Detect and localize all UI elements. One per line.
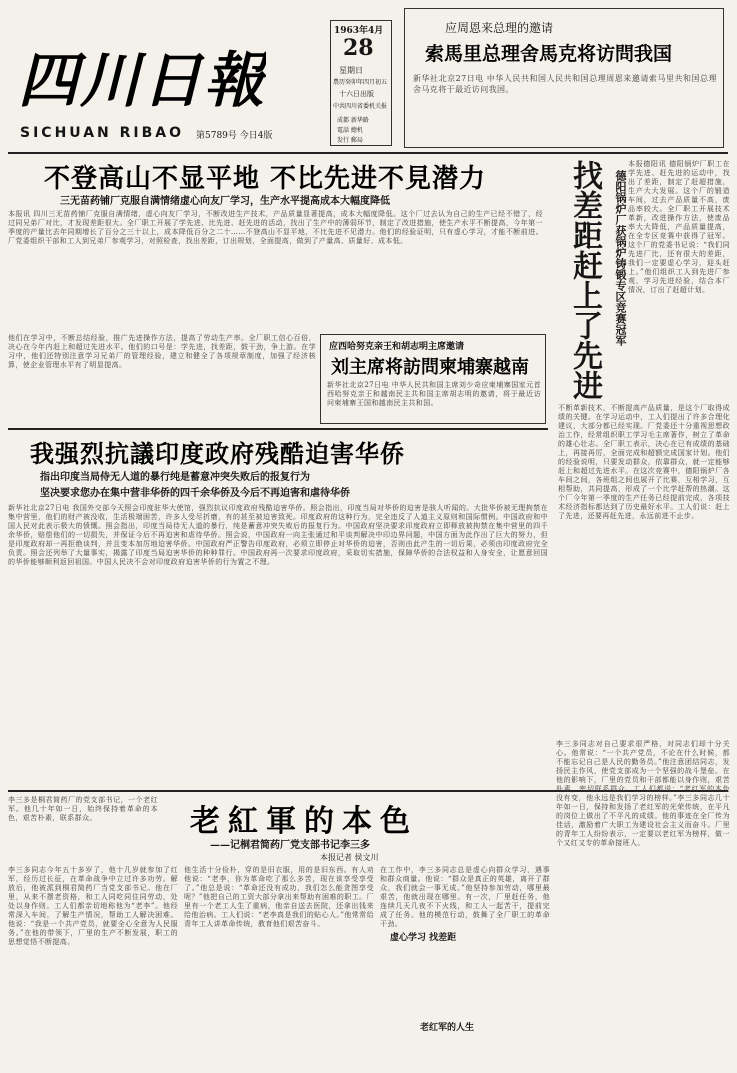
newspaper-title: 四川日報 [18,46,266,116]
feature-byline: 本报记者 侯文川 [320,853,379,862]
feature-subheadline: ——记桐君简药厂党支部书记李三多 [210,840,370,851]
invite-body: 新华社北京27日电 中华人民共和国人民共和国总理周恩来邀请索马里共和国总理舍马克将于最近访问我国。 [413,74,717,94]
invite-kicker: 应周恩来总理的邀请 [445,21,554,35]
lead-headline: 不登高山不显平地 不比先进不見潜力 [44,164,487,194]
feature-body-col-4: 李三多同志对自己要求很严格，对同志们却十分关心。他常说：“一个共产党员，不论在什么时候，都不能忘记自己是人民的勤务员。”他注意团结同志，发扬民主作风，使党支部成为一个坚强的战斗堡垒。在他的影响下，厂里的党员和干部都能以身作则，艰苦朴素，密切联系群众。工人们都说：“老红军的本色没有变，他永远是我们学习的榜样。”李三多同志几十年如一日，保持和发扬了老红军的光荣传统，在平凡的岗位上做出了不平凡的成绩。他的事迹在全厂传为佳话，激励着广大职工为建设社会主义而奋斗。厂里的青年工人纷纷表示，一定要以老红军为榜样，做一个又红又专的革命接班人。 [556,740,730,847]
weekday: 星期日 [339,66,363,75]
date-year-month: 1963年4月 [334,26,384,36]
lead-subheadline: 三无苗药铺厂克服自满情绪虚心向友厂学习，生产水平提高成本大幅度降低 [60,196,390,207]
protest-headline: 我强烈抗議印度政府残酷迫害华侨 [30,439,405,468]
feature-section-heading: 虚心学习 找差距 [390,933,457,943]
protest-body: 新华社北京27日电 我国外交部今天照会印度驻华大使馆，强烈抗议印度政府残酷迫害华侨。照会指出，印度当局对华侨的迫害是骇人听闻的。大批华侨被无理拘禁在集中营里，他们的财产被没收，生活极端困苦，许多人受尽折磨，有的甚至被迫害致死。印度政府的这种行为，完全违反了人道主义原则和国际惯例。中国政府和中国人民对此表示极大的愤慨。照会指出，印度当局侍无人道的暴行，纯是蓄意冲突失败后的报复行为。中国政府坚决要求印度政府立即释放被拘禁在集中营里的四千余华侨，赔偿他们的一切损失，并保证今后不再迫害和虐待华侨。照会说，中国政府一向主张通过和平谈判解决中印边界问题，中国方面为此作出了巨大的努力，但是印度政府却一再拒绝谈判，并且变本加厉地迫害华侨。中国政府严正警告印度政府，必须立即停止对华侨的迫害，否则由此产生的一切后果，必须由印度政府完全负责。照会还列举了大量事实，揭露了印度当局迫害华侨的种种罪行。中国政府再一次要求印度政府，采取切实措施，保障华侨的合法权益和人身安全，让愿意回国的华侨能够顺利返回祖国。中国人民决不会对印度政府迫害华侨的行为置之不理。 [8,504,548,566]
feature-intro: 李三多是桐君简药厂的党支部书记，一个老红军。他几十年如一日，始终保持着革命的本色，艰苦朴素，联系群众。 [8,796,158,822]
feature-body-col-2: 他生活十分俭朴，穿的是旧衣服，用的是旧东西。有人劝他说：“老李，你为革命吃了那么多苦，现在该享受享受了。”他总是说：“革命还没有成功，我们怎么能贪图享受呢？”他把自己的工资大部分拿出来帮助有困难的职工。厂里有一个老工人生了重病，他亲自送去医院，还拿出钱来给他治病。工人们说：“老李真是我们的贴心人。”他常常给青年工人讲革命传统，教育他们艰苦奋斗。 [184,866,374,928]
protest-subheadline-1: 指出印度当局侍无人道的暴行纯是蓄意冲突失败后的报复行为 [40,472,310,483]
masthead-note: 電話 總机 [337,127,363,134]
invite-article [404,8,724,148]
feature-body-col-3: 在工作中，李三多同志总是虚心向群众学习，遇事和群众商量。他说：“群众是真正的英雄，离开了群众，我们就会一事无成。”他坚持参加劳动，哪里最艰苦，他就出现在哪里。有一次，厂里赶任务，他连续几天几夜不下火线，和工人一起苦干，提前完成了任务。他的模范行动，鼓舞了全厂职工的革命干劲。 [380,866,550,928]
lunar-date: 農历癸卯年四月初五 [333,79,388,86]
issue-number: 第5789号 今日4版 [196,131,273,141]
side-subheadline: 德阳锅炉厂获锅炉铸锻专区竞赛冠军 [614,170,627,346]
masthead-divider [8,152,728,154]
feature-headline: 老紅軍的本色 [190,804,418,839]
feature-section-heading-2: 老红军的人生 [420,1023,475,1033]
masthead [0,0,737,165]
section-divider [8,428,548,430]
masthead-note: 发行 郵局 [337,137,363,144]
side-headline: 找差距赶上了先进 [567,160,602,400]
protest-subheadline-2: 坚决要求您办在集中营非华侨的四千余华侨及今后不再迫害和虐待华侨 [40,488,350,499]
publisher: 中共四川省委机关报 [333,103,388,110]
lead-body: 本报讯 四川三无苗药铺厂克服自满情绪，虚心向友厂学习，不断改进生产技术，产品质量显著提高，成本大幅度降低。这个厂过去认为自己的生产已经不错了，经过同兄弟厂对比，才发现差距很大。全厂职工开展了学先进、比先进、赶先进的活动，找出了生产中的薄弱环节，制定了改进措施，使生产水平不断提高，今年第一季度的产量比去年同期增长了百分之三十以上，成本降低百分之二十……不登高山不显平地，不比先进不见潜力。他们的经验证明，只有虚心学习，才能不断前进。厂党委组织干部和工人到兄弟厂参观学习，对照检查，找出差距，订出规划，全面提高，做到了产量高、质量好、成本低。 [8,210,543,245]
newspaper-romanized-title: SICHUAN RIBAO [20,125,185,141]
side-body: 本报德阳讯 德阳锅炉厂职工在学先进、赶先进的运动中，找出了差距，制定了赶超措施，生产大大发展。这个厂的锻造车间，过去产品质量不高，废品率较大。全厂职工开展技术革新，改进操作方法，使废品率大大降低，产品质量提高，在全专区竞赛中获得了冠军。这个厂的党委书记说：“我们同先进厂比，还有很大的差距，我们一定要虚心学习，迎头赶上。”他们组织工人到先进厂参观，学习先进经验，结合本厂情况，订出了赶超计划。 [628,160,730,294]
side-body-lower: 不断革新技术，不断提高产品质量，是这个厂取得成绩的关键。在学习运动中，工人们提出了许多合理化建议，大部分都已经实现。厂党委还十分重视思想政治工作，经常组织职工学习毛主席著作，树立了革命的雄心壮志。全厂职工表示，决心在已有成绩的基础上，再接再厉，全面完成和超额完成国家计划。他们的经验说明，只要发动群众，依靠群众，就一定能够赶上和超过先进水平。在这次竞赛中，德阳锅炉厂各车间之间，各班组之间也展开了比赛，互相学习，互相帮助，共同提高，形成了一个比学赶帮的热潮。这个厂今年第一季度的生产任务已经提前完成，各项技术经济指标都达到了历史最好水平。工人们说：赶上了先进，还要再赶先进，永远前进不止步。 [558,404,730,520]
visit-kicker: 应西哈努克亲王和胡志明主席邀请 [329,342,465,352]
issue-info: 十六日出版 [339,90,374,98]
date-box [330,20,392,146]
visit-headline: 刘主席将訪問柬埔寨越南 [331,357,529,378]
date-day: 28 [343,35,374,61]
lead-body-continued: 他们在学习中，不断总结经验，推广先进操作方法，提高了劳动生产率。全厂职工信心百倍，决心在今年内赶上和超过先进水平。他们的口号是：学先进，找差距，鼓干劲，争上游。在学习中，他们还特别注意学习兄弟厂的管理经验，建立和健全了各项规章制度，加强了经济核算，使企业管理水平有了明显提高。 [8,334,316,369]
visit-article [320,334,546,424]
feature-body-col-1: 李三多同志今年五十多岁了，他十几岁就参加了红军，经历过长征，在革命战争中立过许多功劳。解放后，他被派到桐君简药厂当党支部书记。他在厂里，从来不摆老资格，和工人同吃同住同劳动，处处以身作则。工人们都亲切地称他为“老李”。他经常深入车间，了解生产情况，帮助工人解决困难。他说：“我是一个共产党员，就要全心全意为人民服务。”在他的带领下，厂里的生产不断发展，职工的思想觉悟不断提高。 [8,866,178,946]
visit-body: 新华社北京27日电 中华人民共和国主席刘少奇应柬埔寨国家元首西哈努克亲王和越南民主共和国主席胡志明的邀请，将于最近访问柬埔寨王国和越南民主共和国。 [327,381,541,407]
masthead-note: 成都 新华路 [337,117,369,124]
invite-headline: 索馬里总理舍馬克将访問我国 [425,43,673,65]
